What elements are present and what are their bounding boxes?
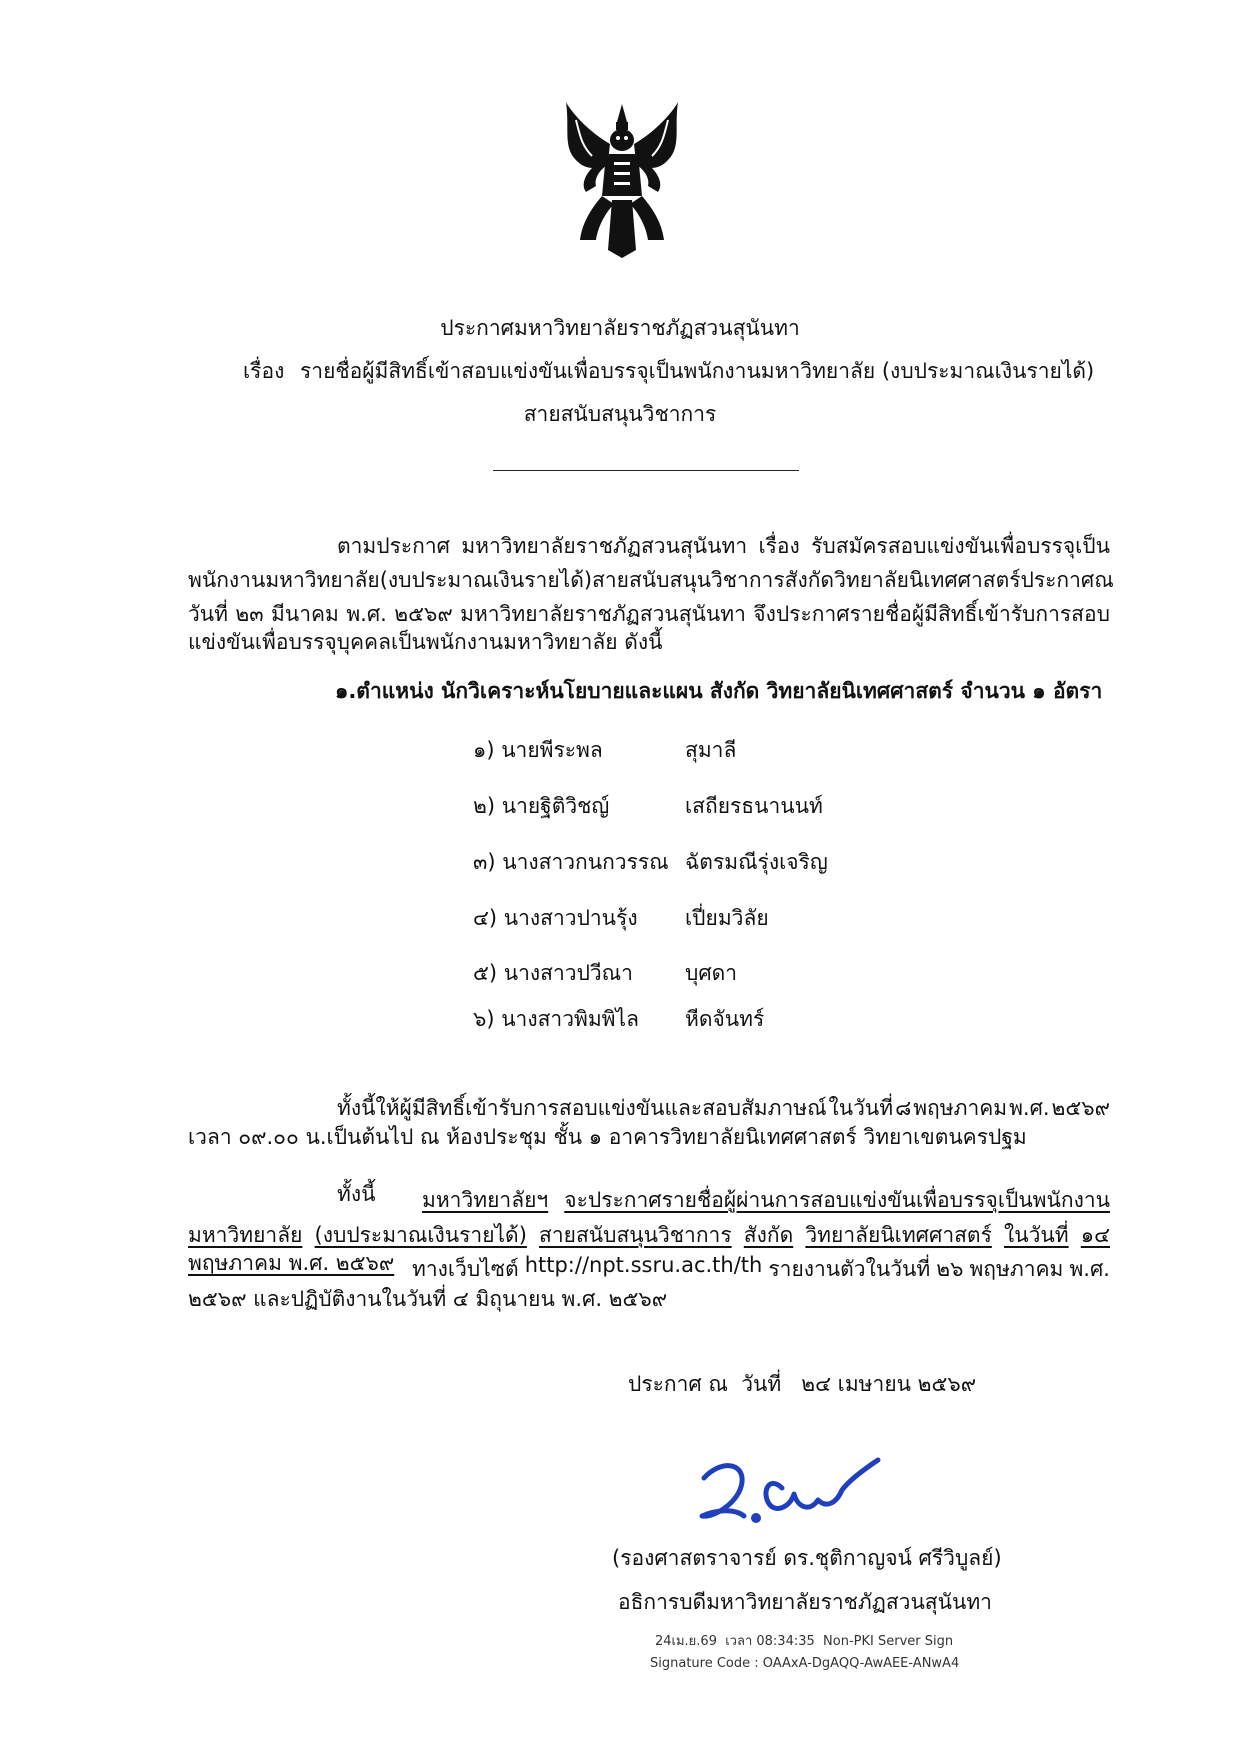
exam-word: พ.ศ. — [1009, 1096, 1050, 1120]
intro-word: มีนาคม — [271, 602, 339, 626]
result-line-4: ๒๕๖๙ และปฏิบัติงานในวันที่ ๔ มิถุนายน พ.ศ. ๒๕๖๙ — [188, 1287, 668, 1311]
candidate-first-name: ๖) นางสาวพิมพิไล — [473, 1007, 639, 1031]
candidate-first-name: ๑) นายพีระพล — [473, 738, 603, 762]
candidate-row — [473, 1003, 764, 1036]
intro-word: ตามประกาศ — [337, 534, 450, 558]
candidate-last-name: เสถียรธนานนท์ — [685, 794, 823, 818]
exam-word: ๘ — [895, 1096, 912, 1120]
intro-word: ณ — [1094, 568, 1114, 592]
result-word: ๑๔ — [1080, 1223, 1110, 1247]
result-word: มหาวิทยาลัยฯ — [422, 1188, 549, 1212]
intro-word: จึงประกาศรายชื่อผู้มีสิทธิ์เข้ารับการสอบ — [753, 602, 1110, 626]
intro-word: พนักงานมหาวิทยาลัย — [188, 568, 380, 592]
exam-word: พฤษภาคม — [913, 1096, 1008, 1120]
intro-line-4: แข่งขันเพื่อบรรจุบุคคลเป็นพนักงานมหาวิทยาลัย ดังนี้ — [188, 630, 663, 654]
signatory-title: อธิการบดีมหาวิทยาลัยราชภัฏสวนสุนันทา — [618, 1590, 992, 1614]
announce-date: ประกาศ ณ วันที่ ๒๔ เมษายน ๒๕๖๙ — [628, 1372, 977, 1396]
result-prefix: ทั้งนี้ — [337, 1182, 376, 1206]
candidate-row — [473, 734, 736, 767]
result-word: พ.ศ. — [1069, 1257, 1110, 1281]
exam-line-2: เวลา ๐๙.๐๐ น.เป็นต้นไป ณ ห้องประชุม ชั้น ๑ อาคารวิทยาลัยนิเทศศาสตร์ วิทยาเขตนครปฐม — [188, 1125, 1027, 1149]
exam-line-1 — [337, 1092, 1110, 1125]
subject-text: รายชื่อผู้มีสิทธิ์เข้าสอบแข่งขันเพื่อบรรจุเป็นพนักงานมหาวิทยาลัย (งบประมาณเงินรายได้) — [300, 359, 1095, 383]
intro-word: ๒๕๖๙ — [394, 602, 453, 626]
intro-word: มหาวิทยาลัยราชภัฏสวนสุนันทา — [460, 602, 746, 626]
candidate-row — [473, 790, 823, 823]
result-word: (งบประมาณเงินรายได้) — [314, 1223, 527, 1247]
candidate-first-name: ๒) นายฐิติวิชญ์ — [473, 794, 610, 818]
candidate-first-name: ๔) นางสาวปานรุ้ง — [473, 906, 638, 930]
exam-word: ทั้งนี้ให้ผู้มีสิทธิ์เข้ารับการสอบแข่งขันและสอบสัมภาษณ์ — [337, 1096, 827, 1120]
intro-word: ประกาศ — [1020, 568, 1095, 592]
candidate-row — [473, 846, 828, 879]
result-word: รายงานตัวในวันที่ — [768, 1257, 931, 1281]
result-line-3-underlined: พฤษภาคม พ.ศ. ๒๕๖๙ — [188, 1251, 395, 1275]
candidate-last-name: ฉัตรมณีรุ่งเจริญ — [685, 850, 828, 874]
candidate-row — [473, 957, 737, 990]
intro-line-1 — [337, 530, 1110, 563]
result-word: สังกัด — [743, 1223, 794, 1247]
intro-line-3 — [188, 598, 1110, 631]
result-word: ในวันที่ — [1004, 1223, 1069, 1247]
result-word: พฤษภาคม — [969, 1257, 1064, 1281]
intro-line-2 — [188, 564, 1114, 597]
exam-word: ในวันที่ — [828, 1096, 894, 1120]
result-word: สายสนับสนุนวิชาการ — [539, 1223, 732, 1247]
result-line-1 — [422, 1184, 1110, 1217]
title-divider — [493, 470, 799, 471]
subject-line-2: สายสนับสนุนวิชาการ — [523, 402, 717, 426]
result-line-3 — [412, 1253, 1110, 1286]
garuda-emblem-icon — [556, 100, 688, 260]
result-word: มหาวิทยาลัย — [188, 1223, 303, 1247]
signatory-name: (รองศาสตราจารย์ ดร.ชุติกาญจน์ ศรีวิบูลย์) — [612, 1546, 1002, 1570]
announcement-title: ประกาศมหาวิทยาลัยราชภัฏสวนสุนันทา — [440, 316, 800, 340]
intro-word: สายสนับสนุนวิชาการ — [592, 568, 785, 592]
intro-word: (งบประมาณเงินรายได้) — [379, 568, 593, 592]
subject-label: เรื่อง — [243, 359, 285, 383]
e-sign-timestamp: 24เม.ย.69 เวลา 08:34:35 Non-PKI Server Sign — [655, 1634, 954, 1649]
intro-word: มหาวิทยาลัยราชภัฏสวนสุนันทา — [461, 534, 748, 558]
intro-word: ๒๓ — [235, 602, 264, 626]
result-word: http://npt.ssru.ac.th/th — [524, 1253, 763, 1277]
candidate-last-name: เปี่ยมวิลัย — [685, 906, 769, 930]
intro-word: วันที่ — [188, 602, 228, 626]
exam-word: ๒๕๖๙ — [1051, 1096, 1110, 1120]
result-word: วิทยาลัยนิเทศศาสตร์ — [805, 1223, 992, 1247]
intro-word: วิทยาลัยนิเทศศาสตร์ — [834, 568, 1021, 592]
handwritten-signature — [690, 1438, 920, 1538]
intro-word: สังกัด — [784, 568, 835, 592]
candidate-last-name: หีดจันทร์ — [685, 1007, 765, 1031]
intro-word: เรื่อง — [758, 534, 800, 558]
result-word: จะประกาศรายชื่อผู้ผ่านการสอบแข่งขันเพื่อบรรจุเป็นพนักงาน — [564, 1188, 1110, 1212]
candidate-first-name: ๓) นางสาวกนกวรรณ — [473, 850, 669, 874]
position-heading: ๑.ตำแหน่ง นักวิเคราะห์นโยบายและแผน สังกัด วิทยาลัยนิเทศศาสตร์ จำนวน ๑ อัตรา — [335, 679, 1103, 703]
candidate-last-name: สุมาลี — [685, 738, 737, 762]
candidate-first-name: ๕) นางสาวปวีณา — [473, 961, 633, 985]
result-word: ทางเว็บไซต์ — [412, 1257, 519, 1281]
candidate-row — [473, 902, 769, 935]
result-word: ๒๖ — [936, 1257, 964, 1281]
intro-word: พ.ศ. — [346, 602, 387, 626]
signature-code: Signature Code : OAAxA-DgAQQ-AwAEE-ANwA4 — [650, 1656, 960, 1671]
candidate-last-name: บุศดา — [685, 961, 738, 985]
intro-word: รับสมัครสอบแข่งขันเพื่อบรรจุเป็น — [811, 534, 1110, 558]
result-line-2 — [188, 1219, 1110, 1252]
